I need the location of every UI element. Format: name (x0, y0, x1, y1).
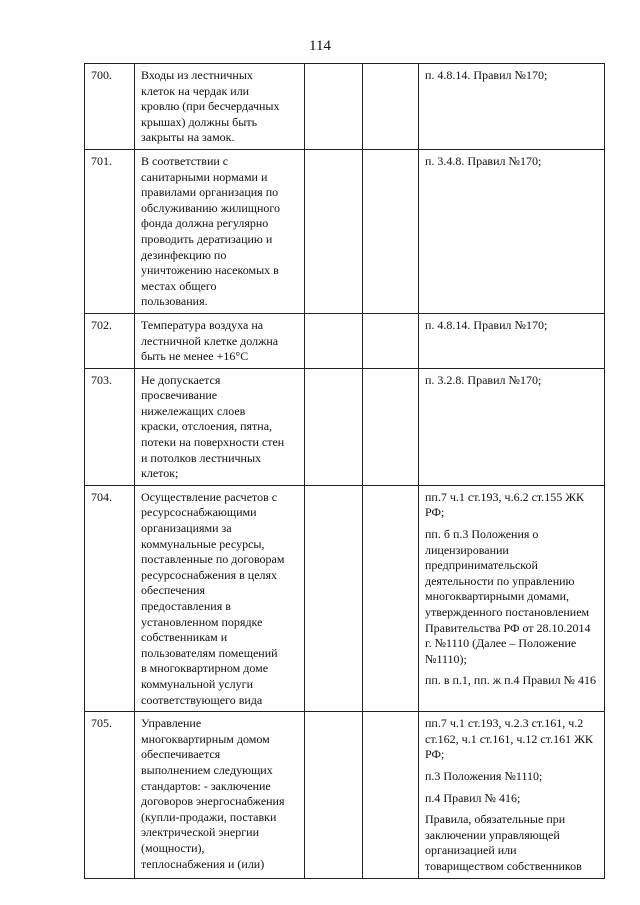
legal-reference-cell (419, 64, 605, 150)
legal-reference: пп. б п.3 Положения о лицензировании предпринимательской деятельности по управлению многоквартирными домами, утвержденного постановлением Правительства РФ от 28.10.2014 г. №1110 (Далее – Положение №1110); (425, 527, 591, 666)
empty-cell (363, 485, 419, 711)
empty-cell (363, 64, 419, 150)
legal-reference: п. 3.2.8. Правил №170; (425, 372, 542, 387)
table-row (85, 64, 605, 150)
requirement-text: В соответствии с санитарными нормами и правилами организация по обслуживанию жилищного фонда должна регулярно проводить дератизацию и дезинфекцию по уничтожению насекомых в местах общего пользования. (135, 149, 305, 313)
row-number: 705. (85, 712, 135, 878)
row-number: 703. (85, 368, 135, 485)
requirement-text: Температура воздуха на лестничной клетке должна быть не менее +16°С (135, 313, 305, 368)
requirement-text: Осуществление расчетов с ресурсоснабжающими организациями за коммунальные ресурсы, поставленные по договорам ресурсоснабжения в целях обеспечения предоставления в установленном порядке собственникам и пользователям помещений в многоквартирном доме коммунальной услуги соответствующего вида (135, 485, 305, 711)
table-row (85, 712, 605, 878)
legal-reference-cell (419, 485, 605, 711)
row-number: 702. (85, 313, 135, 368)
legal-reference: пп.7 ч.1 ст.193, ч.6.2 ст.155 ЖК РФ; (425, 489, 585, 520)
table-body (85, 64, 605, 879)
legal-reference-cell (419, 368, 605, 485)
empty-cell (305, 149, 363, 313)
table-row (85, 368, 605, 485)
page-number: 114 (309, 38, 331, 54)
requirement-text: Управление многоквартирным домом обеспечивается выполнением следующих стандартов: - заключение договоров энергоснабжения (купли-продажи, поставки электрической энергии (мощности), теплоснабжения и (или) (135, 712, 305, 878)
legal-reference: пп. в п.1, пп. ж п.4 Правил № 416 (425, 673, 597, 688)
table-row (85, 485, 605, 711)
empty-cell (305, 712, 363, 878)
row-number: 701. (85, 149, 135, 313)
empty-cell (305, 313, 363, 368)
table-row (85, 149, 605, 313)
legal-reference: п. 4.8.14. Правил №170; (425, 317, 548, 332)
empty-cell (305, 64, 363, 150)
legal-reference: п.3 Положения №1110; (425, 768, 543, 783)
legal-reference-cell (419, 313, 605, 368)
legal-reference: пп.7 ч.1 ст.193, ч.2.3 ст.161, ч.2 ст.162, ч.1 ст.161, ч.12 ст.161 ЖК РФ; (425, 716, 593, 762)
requirement-text: Не допускается просвечивание нижележащих слоев краски, отслоения, пятна, потеки на поверхности стен и потолков лестничных клеток; (135, 368, 305, 485)
legal-reference: п.4 Правил № 416; (425, 790, 521, 805)
requirement-text: Входы из лестничных клеток на чердак или кровлю (при бесчердачных крышах) должны быть закрыты на замок. (135, 64, 305, 150)
empty-cell (363, 712, 419, 878)
requirements-table (84, 63, 605, 879)
empty-cell (305, 368, 363, 485)
legal-reference: Правила, обязательные при заключении управляющей организацией или товариществом собственников (425, 812, 582, 873)
row-number: 704. (85, 485, 135, 711)
empty-cell (363, 149, 419, 313)
row-number: 700. (85, 64, 135, 150)
empty-cell (305, 485, 363, 711)
legal-reference: п. 4.8.14. Правил №170; (425, 68, 548, 82)
empty-cell (363, 313, 419, 368)
legal-reference-cell (419, 149, 605, 313)
table-row (85, 313, 605, 368)
legal-reference-cell (419, 712, 605, 878)
legal-reference: п. 3.4.8. Правил №170; (425, 153, 542, 168)
empty-cell (363, 368, 419, 485)
